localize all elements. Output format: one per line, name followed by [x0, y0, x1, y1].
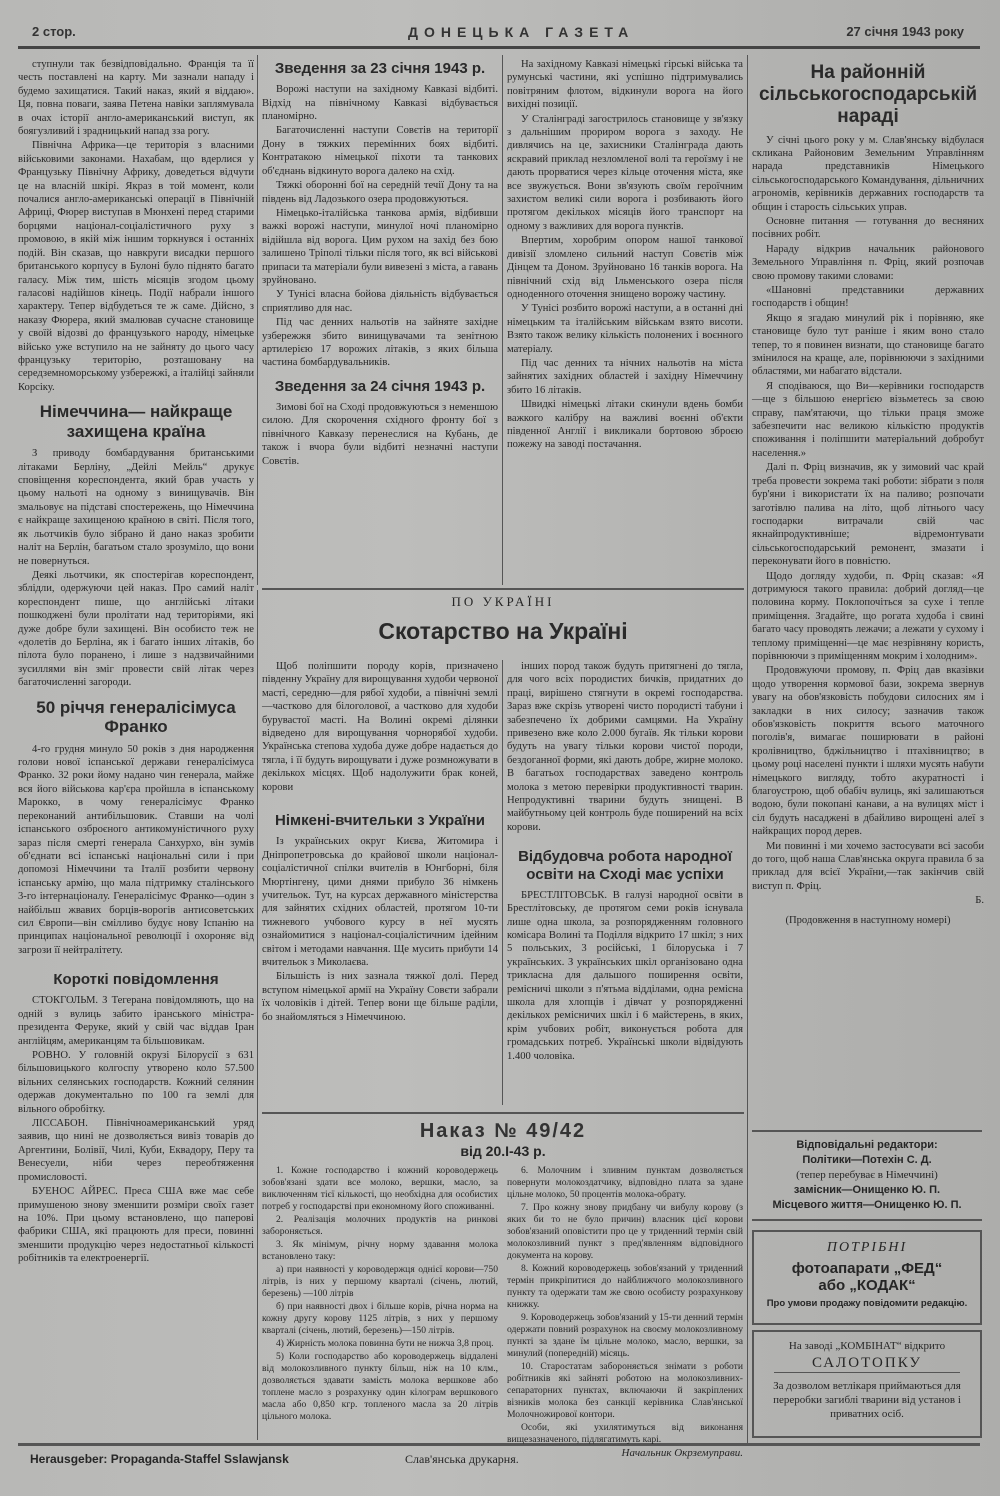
- ad-line: На заводі „КОМБІНАТ“ відкрито: [788, 1340, 946, 1352]
- order-title: Наказ № 49/42: [419, 1120, 587, 1142]
- printer: Слав'янська друкарня.: [405, 1452, 519, 1466]
- headline-report-23: Зведення за 23 січня 1943 р.: [274, 60, 486, 77]
- article-paragraph: Далі п. Фріц визначив, як у зимовий час край треба провести зокрема такі роботи: зібрати з поля бур'яни і використати їх на паливо; розпочати заготівлю палива на літо, щоб літнього часу господарки витрачали свій час якнайпродуктивніше; відремонтувати сільськогосподарський ремонент, змазати і переконувати його в повністю.: [752, 462, 984, 568]
- column-divider: [257, 590, 258, 1440]
- article-paragraph: Ми повинні і ми хочемо застосувати всі засоби до того, щоб наша Слав'янська округа правила б за приклад для всієї України,—так закінчив свій виступ п. Фріц.: [752, 840, 984, 892]
- section-rule: [262, 1112, 744, 1114]
- page-number: 2 стор.: [32, 24, 76, 39]
- footer: [30, 1452, 970, 1467]
- order-clause: 9. Короводержець зобов'язаний у 15-ти денний термін одержати повний розрахунок на своєму молокозливному пункті за здане їм цільне молоко, масло, вершки, за минулий (попередній) місяць.: [507, 1312, 743, 1359]
- article-paragraph: У Тунісі розбито ворожі наступи, а в останні дні німецьким та італійським військам взято висоти. Взято також велику кількість полонених і воєнного матеріалу.: [507, 303, 743, 355]
- publisher: Herausgeber: Propaganda-Staffel Sslawjansk: [30, 1452, 289, 1466]
- order-left-column: [262, 1165, 498, 1424]
- editor-line: (тепер перебуває в Німеччині): [796, 1169, 938, 1181]
- editor-line: Місцевого життя—Онищенко Ю. П.: [772, 1199, 962, 1211]
- ad-line: або „КОДАК“: [818, 1277, 916, 1294]
- article-paragraph: У Тунісі власна бойова діяльність відбувається сприятливо для нас.: [262, 289, 498, 314]
- headline-livestock: Скотарство на Україні: [378, 618, 628, 644]
- headline-report-24: Зведення за 24 січня 1943 р.: [274, 377, 486, 395]
- ad-line: САЛОТОПКУ: [774, 1355, 960, 1373]
- article-paragraph: Тяжкі оборонні бої на середній течії Дону та на південь від Ладозького озера продовжуються.: [262, 180, 498, 205]
- article-paragraph: Під час денних нальотів на зайняте західне узбережжя збито винищувачами та зенітною артилерією 17 ворожих літаків, з яких більша частина бомбардувальників.: [262, 317, 498, 369]
- headline-meeting: На районній сільськогосподарській нараді: [758, 62, 978, 127]
- article-paragraph: ступнули так безвідповідально. Франція та її честь поставлені на карту. Ми зазнали нападу і будемо захищатися. Такий наказ, який я віддаю». Ця, повна поваги, заява Петена навіки заплямувала в очах історії англо-американський виступ, як боягузливий і зрадницький напад зза рогу.: [18, 59, 254, 138]
- editor-line: Політики—Потехін С. Д.: [802, 1154, 932, 1166]
- article-paragraph: Ворожі наступи на західному Кавказі відбиті. Відхід на північному Кавказі відбувається планомірно.: [262, 84, 498, 123]
- article-paragraph: Більшість із них зазнала тяжкої долі. Перед вступом німецької армії на Україну Совєти забрали їх чоловіків і дітей. Тепер вони ще більше раділи, бо знайомляться з Німеччиною.: [262, 971, 498, 1023]
- ad-rendering-plant: [752, 1330, 982, 1438]
- order-clause: 10. Старостатам забороняється знімати з роботи робітників які зайняті роботою на молокозливних-сепараторних пунктах, включаючи й закріплених візників молока без санкції керівника Слав'янської Молочножирової контори.: [507, 1361, 743, 1420]
- order-clause: 8. Кожний короводержець зобов'язаний у триденний термін прикріпитися до найближчого молокозливного пункту та одержати там же свою особисту розрахункову книжку.: [507, 1263, 743, 1310]
- section-rule: [262, 588, 744, 590]
- order-header: [262, 1120, 744, 1159]
- author-initial: Б.: [975, 895, 984, 907]
- article-paragraph: Я сподіваюся, що Ви—керівники господарств—ще з більшою енергією візьметесь за свою справу, пам'ятаючи, що тільки праця зможе забезпечити нас великою кількістю продуктів споживання і поліпшити матеріальний добробут населення.»: [752, 380, 984, 459]
- continued-note: (Продовження в наступному номері): [785, 914, 951, 926]
- issue-date: 27 січня 1943 року: [846, 24, 964, 39]
- order-date: від 20.І-43 р.: [460, 1143, 546, 1159]
- ukraine-section-header: [262, 594, 744, 644]
- article-paragraph: Продовжуючи промову, п. Фріц дав вказівки щодо утворення кормової бази, зокрема звернув увагу на обов'язковість побудови силосних ям і закладки в них силосу; зазначив також обов'язковість покриття всього маточного поголів'я, вимагає поширювати в районі кролівництво, бджільництво і птахівництво; в цьому році населені пункти і шляхи мусять набути німецького вигляду, тобто акуратності і благоустрою, щоб обабіч вулиць, які залишаються водою, були покопані канави, а на вулицях міст і сіл будуть насаджені в дбайливо вирощені алеї з найкращих пород дерев.: [752, 665, 984, 838]
- column-divider: [257, 55, 258, 585]
- article-paragraph: «Шановні представники державних господарств і общин!: [752, 285, 984, 310]
- article-paragraph: інших пород також будуть притягнені до тягла, для чого всіх породистих бичків, придатних до праці, вирішено стягнути в окремі господарства. Зараз вже скрізь утворені чисто породисті табуни і забезпечено їх добрими самцями. На Україну привезено вже коло 2.000 бугаїв. Як тільки корови будуть на увагу тільки корови чистої породи, бездоганної форми, які дають добре, жирне молоко. В багатьох господарствах заведено контроль молока з метою перевірки продуктивності тварин. Непродуктивні тварини будуть знищені. В майбутньому цей контроль буде поширений на всіх корови.: [507, 661, 743, 833]
- column-divider: [747, 55, 748, 1445]
- footer-rule: [18, 1443, 980, 1446]
- column-divider: [502, 55, 503, 585]
- news-item: СТОКГОЛЬМ. З Тегерана повідомляють, що на одній з вулиць забито іранського міністра-президента Феруке, який у свій час віддав Іран англійцям, американцям та більшовикам.: [18, 995, 254, 1047]
- headline-short-news: Короткі повідомлення: [53, 971, 219, 989]
- livestock-text-b: [507, 660, 743, 1064]
- order-clause: Особи, які ухилятимуться від виконання вищезазначеного, підлягатимуть карі.: [507, 1422, 743, 1445]
- editors-heading: Відповідальні редактори:: [796, 1139, 938, 1151]
- order-clause: 2. Реалізація молочних продуктів на ринкові забороняється.: [262, 1214, 498, 1237]
- article-paragraph: Щодо догляду худоби, п. Фріц сказав: «Я дотримуюся такого правила: добрий догляд—це половина корму. Поклопочіться за сухе і тепле приміщення. Згадайте, що рогата худоба і свині багато часу проводять лежачи; а лежати у сухому і теплому приміщенні—це має незрівняну користь, порівнюючи з приміщенням мокрим і холодним».: [752, 570, 984, 662]
- column-divider: [502, 660, 503, 1105]
- column-4: [752, 58, 984, 927]
- order-clause: 1. Кожне господарство і кожний короводержець зобов'язані здати все молоко, вершки, масло, за виключенням тієї кількості, що необхідна для особистих потреб у господарстві при економному його споживанні.: [262, 1165, 498, 1212]
- ad-line: фотоапарати „ФЕД“: [791, 1260, 943, 1277]
- headline-teachers: Німкені-вчительки з України: [275, 812, 485, 830]
- column-3: [507, 58, 743, 453]
- rubric-label: ПО УКРАЇНІ: [451, 594, 555, 609]
- masthead-rule: [18, 46, 980, 49]
- masthead: [18, 24, 978, 46]
- article-paragraph: З приводу бомбардування британськими літаками Берліну, „Дейлі Мейль“ друкує сповіщення кореспондента, який брав участь у цьому нальоті на одному з винищувачів. Він змальовує на підставі спостережень, що Німеччина є найкраще захищеною країною в світі. Після того, як льотчиків було зібрано й дано наказ зробити наліт на Берлін, багатьом стало зрозуміло, що вони не повернуться.: [18, 448, 254, 567]
- headline-franco: 50 річчя генералісімуса Франко: [36, 697, 236, 737]
- article-paragraph: Зимові бої на Сході продовжуються з неменшою силою. Для скорочення східного фронту бої з північного Кавказу перенеслися на Кубань, де також і вчора були відбиті незначні наступи Совєтів.: [262, 402, 498, 467]
- article-paragraph: 4-го грудня минуло 50 років з дня народження голови нової іспанської держави генералісімуса Франко. 32 роки йому надано чин генерала, майже вся його військова кар'єра пройшла в іспанському Марокко, в чому генералісімус Франко переконаний антибільшовик. Ставши на чолі іспанського озброєного антикомуністичного руху зараз після смерті генерала Санхурхо, він зумів об'єднати всі іспанські національні сили і при допомозі Німеччини та Італії розбити червону іспанську армію, що мала підтримку сталінського 3-го інтернаціоналу. Генералісімус Франко—один з найбільш жвавих борців-ворогів антисоветських сил Європи—він смілливо будує нову Іспанію на принципах національної революції і охороняє від загрози її нейтралітету.: [18, 743, 254, 956]
- article-paragraph: Швидкі німецькі літаки скинули вдень бомби важкого калібру на важливі воєнні об'єкти південної Англії і викликали бортовою зброєю пожежу на заводі постачання.: [507, 399, 743, 451]
- order-clause: 3. Як мінімум, річну норму здавання молока встановлено таку:: [262, 1239, 498, 1262]
- ad-cameras: [752, 1230, 982, 1325]
- news-item: ЛІССАБОН. Північноамериканський уряд заявив, що нині не дозволяється вивіз товарів до Аргентини, Болівії, Чилі, Куби, Еквадору, Перу та Венесуели, ніби через переобтяження промисловості.: [18, 1118, 254, 1183]
- article-paragraph: Нараду відкрив начальник районового Земельного Управління п. Фріц, який розпочав свою промову такими словами:: [752, 243, 984, 282]
- article-paragraph: БРЕСТЛІТОВСЬК. В галузі народної освіти в Брестлітовську, де протягом семи років існувала лише одна школа, за розпорядженням головного комісара Волині та Поділля відкрито 17 шкіл; з них 5 польських, 3 російські, 1 білоруська і 7 українських. З українських шкіл організовано одна трикласна для дальшого поширення освіти, ремісничі школи з п'ятьма відділами, одна ремісна школа для хлопців і дівчат у розпорядженні декількох ремісничих шкіл і 6 майстерень, в яких, крім учбових робіт, виконується робота для громадських потреб. Українські школи відвідують 1.400 чоловіка.: [507, 889, 743, 1062]
- article-paragraph: Основне питання — готування до весняних посівних робіт.: [752, 215, 984, 241]
- news-item: РОВНО. У головній окрузі Білорусії з 631 більшовицького колгоспу утворено коло 57.500 вільних селянських господарств. Кожний селянин одержав документально по 100 га землі для вільного обробітку.: [18, 1050, 254, 1115]
- article-paragraph: Німецько-італійська танкова армія, відбивши важкі ворожі наступи, минулої ночі планомірно відійшла від ворога. Цим рухом на захід без бою залишено Тріполі тільки після того, як всі військові припаси та матеріали були вивезені з міста, а гавань зруйновано.: [262, 207, 498, 286]
- headline-germany: Німеччина— найкраще захищена країна: [39, 402, 233, 441]
- article-paragraph: Із українських округ Києва, Житомира і Дніпропетровська до крайової школи націонал-соціалістичної спілки вчителів в Юнгборні, біля Мюртінгену, цими днями прибуло 36 німкень учительок. Тут, на курсах державного міністерства для зайнятих східних областей, протягом 10-ти тижневого учбового курсу в неї мусять ознайомитися з націонал-соціалістичним ідейним світом і методами навчання. Ще мусить прибути 14 вчительок з Миколаєва.: [262, 836, 498, 968]
- article-paragraph: На західному Кавказі німецькі гірські війська та румунські частини, які успішно підтримувались повітряним флотом, відкинули ворога на його вихідні позиції.: [507, 59, 743, 111]
- order-clause: 6. Молочним і зливним пунктам дозволяється повернути молокоздатчику, відповідно плата за здане цільне молоко, 50 процентів молока-обрату.: [507, 1165, 743, 1200]
- article-paragraph: У січні цього року у м. Слав'янську відбулася скликана Районовим Земельним Управлінням нарада представників Німецького сільськогосподарського Командування, дільничних агрономів, керівників державних господарств та общин і старость сільських управ.: [752, 134, 984, 213]
- order-right-column: [507, 1165, 743, 1460]
- order-clause: а) при наявності у короводержця однієї корови—750 літрів, із них у першому кварталі (січень, лютий, березень) —100 літрів: [262, 1264, 498, 1299]
- ad-line: За дозволом ветлікаря приймаються для переробки загиблі тварини від установ і приватних осіб.: [773, 1380, 961, 1420]
- article-paragraph: Щоб поліпшити породу корів, призначено південну Україну для вирощування худоби червоної масті, середню—для рябої худоби, а північні землі—частково для білоголової, а частково для худоби бурувастої масті. На Волині окремі ділянки відведено для вирощування чорнорябої худоби. Українська степова худоба дуже добре надається до тягла, і її будуть вирощувати і дуже розмножувати в декількох місцях. Щоб надолужити брак коней, корови: [262, 661, 498, 793]
- ad-line: Про умови продажу повідомити редакцію.: [766, 1298, 968, 1309]
- order-clause: б) при наявності двох і більше корів, річна норма на кожну другу корову 1125 літрів, з них у першому кварталі (січень, лютий, березень)—150 літрів.: [262, 1301, 498, 1336]
- news-item: БУЕНОС АЙРЕС. Преса США вже має себе примушеною знову зменшити розміри своїх газет на 10%. При цьому встановлено, що паперові фабрики США, які працюють для преси, повинні зменшити продукцію через недостатньої кількості робітників та електроенергії.: [18, 1186, 254, 1265]
- order-clause: 4) Жирність молока повинна бути не нижча 3,8 проц.: [276, 1338, 494, 1349]
- order-clause: 7. Про кожну знову придбану чи вибулу корову (з яких би то не було причин) власник цієї корови зобов'язаний оповістити про це у триденний термін свій молокозливний пункт з пред'явленням відповідного документа на корову.: [507, 1202, 743, 1261]
- article-paragraph: У Сталінграді загострилось становище у зв'язку з дальнішим прориром ворога з заходу. Не дивлячись на це, захисники Сталінграда дають яскравий приклад незломленої волі та героїзму і не дають прорватися через кільце оточення міста, яке все звужується. Вони зв'язують своїм героїчним захистом великі сили ворога і розбивають його протягом декількох місяців його транспорт на одному з важливих для ворога пунктів.: [507, 113, 743, 232]
- livestock-text-a: [262, 660, 498, 1025]
- headline-education: Відбудовча робота народної освіти на Сході має успіхи: [518, 848, 732, 883]
- ad-kicker: ПОТРІБНІ: [826, 1240, 908, 1255]
- editor-line: замісник—Онищенко Ю. П.: [793, 1184, 941, 1196]
- order-clause: 5) Коли господарство або короводержець віддалені від молокозливного пункту більш, ніж на 10 клм., дозволяється здавати замість молока вершкове або топлене масло з розрахунку один кілограм вершкового масла або 0,850 кгр. топленого масла за 20 літрів цільного молока.: [262, 1351, 498, 1422]
- column-1: [18, 58, 254, 1267]
- order-signature: Начальник Окрземуправи.: [621, 1447, 743, 1459]
- article-paragraph: Під час денних та нічних нальотів на міста зайнятих західних областей і західну Німеччину збито 16 літаків.: [507, 357, 743, 396]
- editors-box: [752, 1130, 982, 1221]
- column-2: [262, 58, 498, 469]
- article-paragraph: Деякі льотчики, як спостерігав кореспондент, зблідли, одержуючи цей наказ. Про самий наліт кореспондент пише, що англійські літаки пошкоджені були пролітати над територіями, які дуже добре були захищені. Він особисто теж не «долетів до Берліна, як і багато інших літаків, бо пілота було поранено, і лише з надзвичайними зусиллями він зміг провести свій літак через багаточисленні загороди.: [18, 569, 254, 689]
- article-paragraph: Впертим, хоробрим опором нашої танкової дивізії зломлено сильний наступ Совєтів між Дінцем та Доном. Зруйновано 16 танків ворога. На північний схід від Ільменського озера після одноденного оточення знищено ворожу частину.: [507, 235, 743, 300]
- newspaper-title: ДОНЕЦЬКА ГАЗЕТА: [408, 24, 635, 40]
- article-paragraph: Північна Африка—це територія з власними військовими законами. Нахабам, що вдерлися у Французьку Північну Африку, доведеться відчути це на власній шкірі. Якраз в той момент, коли почалися англо-американські операції в Північній Африці, Фюрер виступав в Мюнхені перед старими борцями націонал-соціалістичного руху з промовою, в якій між іншим торкнувся і останніх подій. Він сказав, що навкруги висадки першого британського корпусу в Булоні було піднято багато галасу. Між тим, шість місяців згодом цьому галасові надійшов кінець. Події набрали іншого характеру. Тепер відбудеться те ж саме. Дійсно, з наказу Фюрера, який змалював сучасне становище у своїй відозві до французького народу, німецьке військо уже вступило на не зайняту до цього часу французьку територію, розташовану на середземноморському узбережжі, а італійці зайняли Корсіку.: [18, 140, 254, 393]
- article-paragraph: Багаточисленні наступи Совєтів на території Дону в тяжких перемінних боях відбиті. Контратакою німецької піхоти та танкових об'єднань відкинуто ворога далеко на схід.: [262, 125, 498, 177]
- article-paragraph: Якщо я згадаю минулий рік і порівняю, яке становище було тут раніше і яким воно стало тепер, то я повинен визнати, що становище багато змінилося на краще, але, порівнюючи з західними областями, ми набагато відстали.: [752, 312, 984, 378]
